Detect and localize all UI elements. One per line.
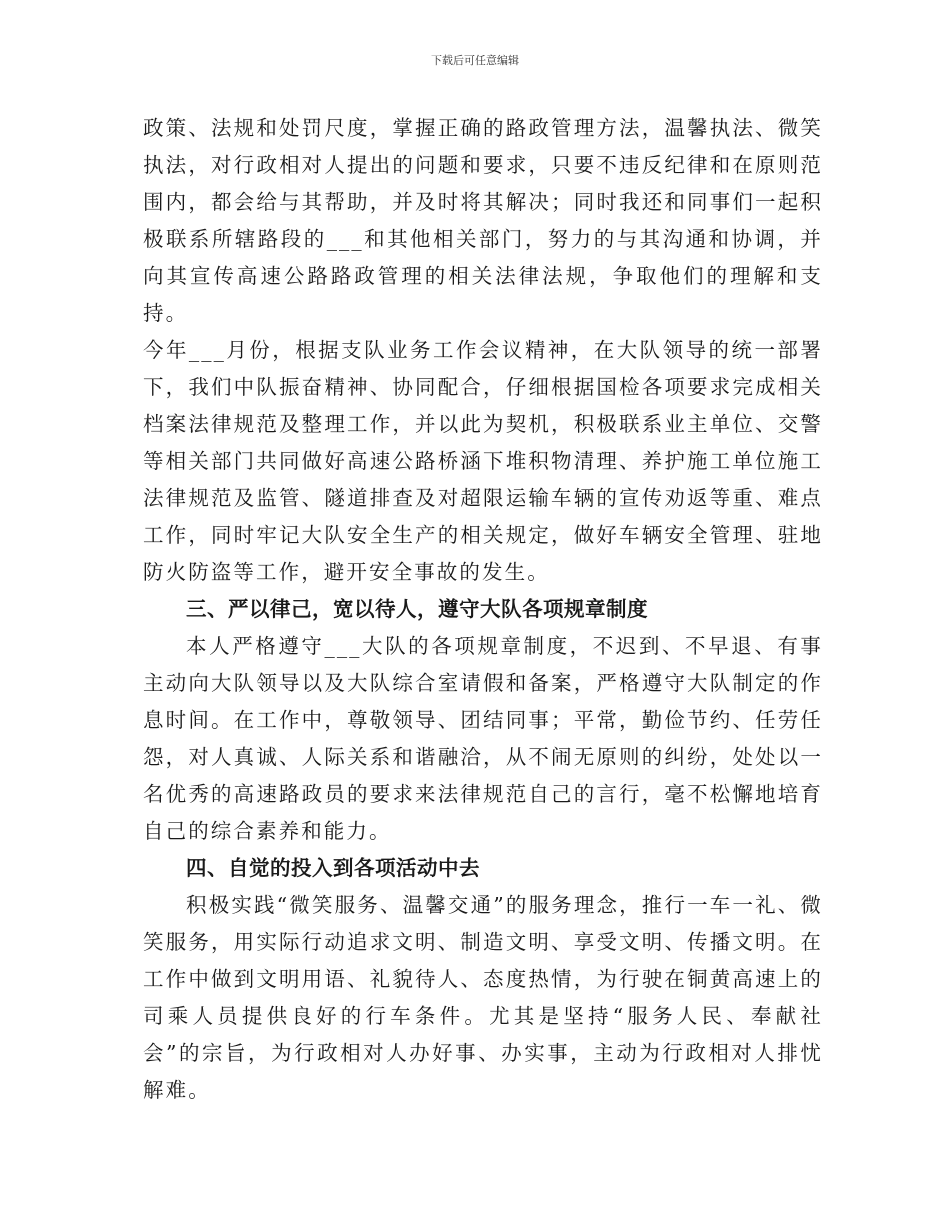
paragraph-discipline: 本人严格遵守___大队的各项规章制度，不迟到、不早退、有事主动向大队领导以及大队综合室请假和备案，严格遵守大队制定的作息时间。在工作中，尊敬领导、团结同事；平常，勤俭节约、任劳任怨，对人真诚、人际关系和谐融洽，从不闹无原则的纠纷，处处以一名优秀的高速路政员的要求来法律规范自己的言行，毫不松懈地培育自己的综合素养和能力。: [143, 634, 823, 843]
paragraph-continued: 政策、法规和处罚尺度，掌握正确的路政管理方法，温馨执法、微笑执法，对行政相对人提出的问题和要求，只要不违反纪律和在原则范围内，都会给与其帮助，并及时将其解决；同时我还和同事们一起积极联系所辖路段的___和其他相关部门，努力的与其沟通和协调，并向其宣传高速公路路政管理的相关法律法规，争取他们的理解和支持。: [143, 116, 823, 325]
section-heading-4: 四、自觉的投入到各项活动中去: [186, 856, 481, 880]
paragraph-activities: 积极实践“微笑服务、温馨交通”的服务理念，推行一车一礼、微笑服务，用实际行动追求文明、制造文明、享受文明、传播文明。在工作中做到文明用语、礼貌待人、态度热情，为行驶在铜黄高速上的司乘人员提供良好的行车条件。尤其是坚持“服务人民、奉献社会”的宗旨，为行政相对人办好事、办实事，主动为行政相对人排忧解难。: [143, 893, 823, 1102]
document-body: [143, 110, 823, 1109]
section-heading-3: 三、严以律己，宽以待人，遵守大队各项规章制度: [186, 597, 649, 621]
page-header: 下载后可任意编辑: [431, 54, 519, 67]
paragraph-this-year: 今年___月份，根据支队业务工作会议精神，在大队领导的统一部署下，我们中队振奋精神、协同配合，仔细根据国检各项要求完成相关档案法律规范及整理工作，并以此为契机，积极联系业主单位、交警等相关部门共同做好高速公路桥涵下堆积物清理、养护施工单位施工法律规范及监管、隧道排查及对超限运输车辆的宣传劝返等重、难点工作，同时牢记大队安全生产的相关规定，做好车辆安全管理、驻地防火防盗等工作，避开安全事故的发生。: [143, 338, 823, 584]
